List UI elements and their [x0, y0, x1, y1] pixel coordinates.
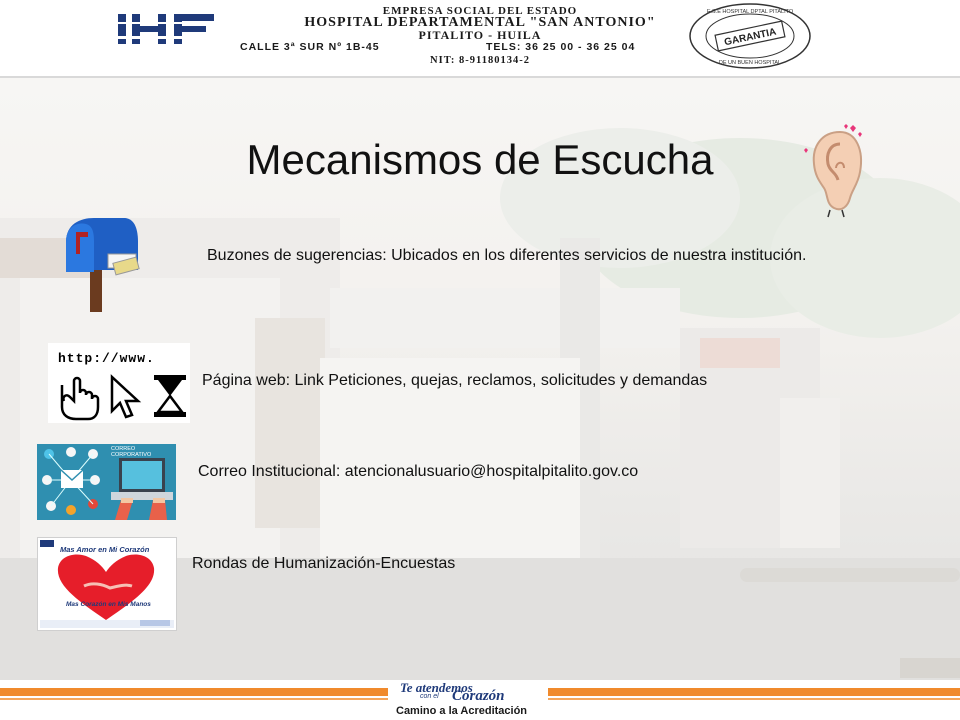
- ear-icon: [800, 124, 872, 218]
- hospital-city: PITALITO - HUILA: [418, 28, 542, 42]
- seal-center-text: GARANTIA: [723, 26, 778, 49]
- footer-slogan-small: con el: [420, 693, 439, 700]
- item-web-page: Página web: Link Peticiones, quejas, reclamos, solicitudes y demandas: [202, 372, 708, 389]
- footer-bar-right: [548, 688, 960, 696]
- letterhead: [0, 0, 960, 78]
- guarantee-seal-icon: [688, 2, 812, 70]
- mailbox-icon: [60, 212, 142, 312]
- seal-top-text: E.S.E HOSPITAL DPTAL PITALITO: [706, 9, 794, 15]
- footer-thin-bar-right: [548, 698, 960, 700]
- item-humanization-rounds: Rondas de Humanización-Encuestas: [192, 555, 456, 572]
- hospital-phones: TELS: 36 25 00 - 36 25 04: [486, 41, 636, 53]
- heart-icon: [37, 537, 177, 631]
- company-type: EMPRESA SOCIAL DEL ESTADO: [382, 5, 578, 17]
- footer-slogan-line1: Te atendemos: [400, 680, 473, 695]
- web-icon: [48, 343, 190, 423]
- email-icon-label: CORREO CORPORATIVO: [111, 446, 152, 458]
- item-suggestion-boxes: Buzones de sugerencias: Ubicados en los diferentes servicios de nuestra institución.: [207, 247, 807, 264]
- footer-slogan-line2: Corazón: [452, 688, 505, 704]
- email-icon: [37, 444, 176, 520]
- seal-bottom-text: DE UN BUEN HOSPITAL: [718, 60, 782, 66]
- web-icon-label: http://www.: [58, 351, 155, 366]
- hospital-name: HOSPITAL DEPARTAMENTAL "SAN ANTONIO": [304, 15, 656, 30]
- heart-icon-top-label: Mas Amor en Mi Corazón: [60, 545, 150, 554]
- footer-thin-bar-left: [0, 698, 388, 700]
- header-divider: [0, 76, 960, 78]
- page-title: Mecanismos de Escucha: [246, 136, 714, 183]
- footer-accreditation-text: Camino a la Acreditación: [396, 705, 528, 717]
- item-institutional-email: Correo Institucional: atencionalusuario@hospitalpitalito.gov.co: [198, 463, 639, 480]
- heart-icon-bottom-label: Mas Corazón en Mis Manos: [66, 601, 151, 608]
- hospital-address: CALLE 3ª SUR Nº 1B-45: [240, 41, 380, 53]
- hospital-nit: NIT: 8-91180134-2: [430, 55, 530, 66]
- footer-bar-left: [0, 688, 388, 696]
